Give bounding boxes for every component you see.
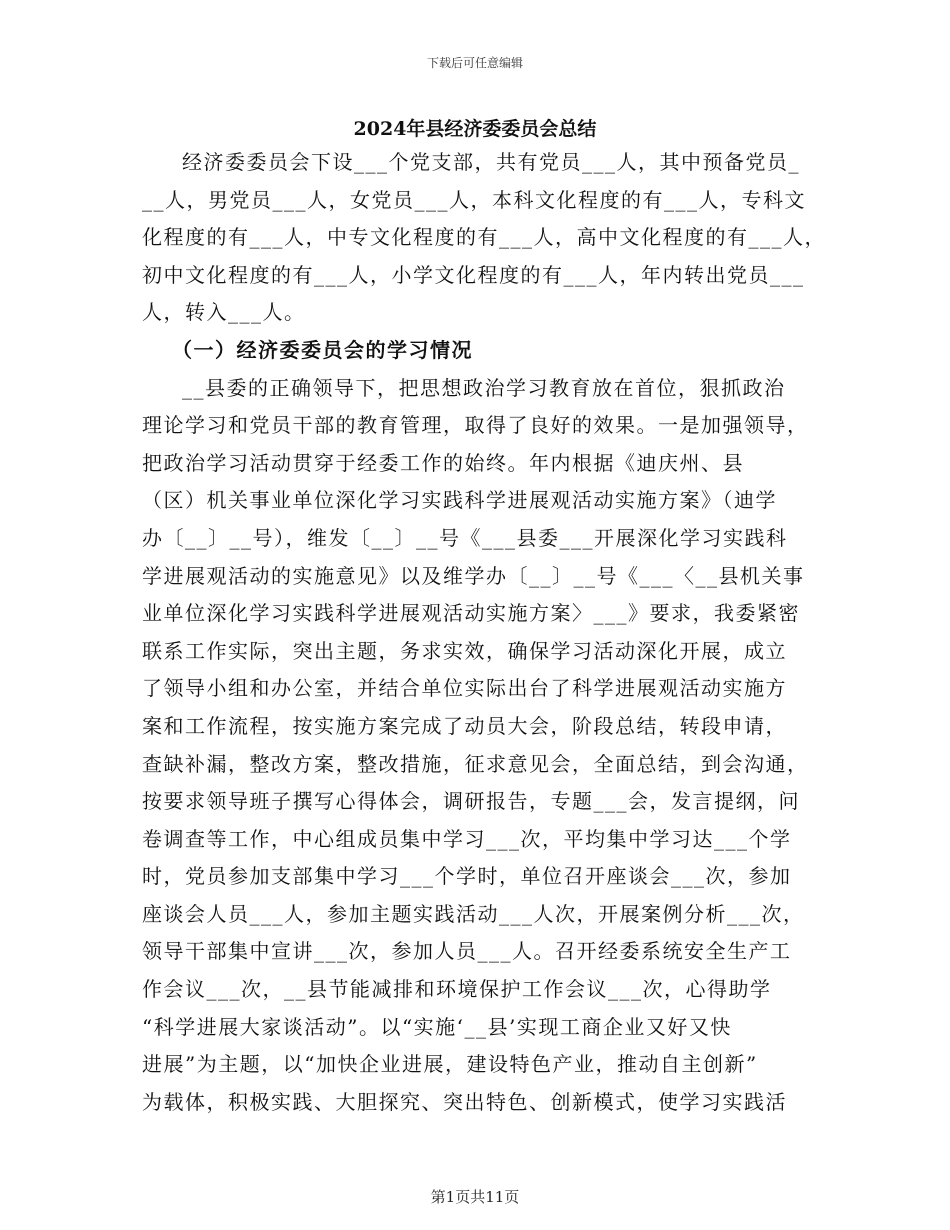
paragraph-line: 经济委委员会下设___个党支部，共有党员___人，其中预备党员_ bbox=[182, 150, 800, 174]
document-body bbox=[142, 144, 826, 1121]
paragraph-line: 初中文化程度的有___人，小学文化程度的有___人，年内转出党员___ bbox=[142, 262, 805, 287]
paragraph-line: 了领导小组和办公室，并结合单位实际出台了科学进展观活动实施方 bbox=[142, 676, 787, 701]
paragraph-line: 卷调查等工作，中心组成员集中学习___次，平均集中学习达___个学 bbox=[142, 826, 792, 851]
paragraph-line: 进展”为主题，以“加快企业进展，建设特色产业，推动自主创新” bbox=[142, 1052, 758, 1077]
paragraph-line: 领导干部集中宣讲___次，参加人员___人。召开经委系统安全生产工 bbox=[142, 939, 792, 964]
paragraph-line: 把政治学习活动贯穿于经委工作的始终。年内根据《迪庆州、县 bbox=[142, 450, 744, 475]
paragraph-line: 理论学习和党员干部的教育管理，取得了良好的效果。一是加强领导， bbox=[142, 413, 809, 438]
paragraph-line: 办〔__〕__号），维发〔__〕__号《___县委___开展深化学习实践科 bbox=[142, 525, 788, 550]
paragraph-line: 查缺补漏，整改方案，整改措施，征求意见会，全面总结，到会沟通， bbox=[142, 751, 809, 776]
paragraph-line: （区）机关事业单位深化学习实践科学进展观活动实施方案》（迪学 bbox=[142, 488, 777, 513]
paragraph-line: 联系工作实际，突出主题，务求实效，确保学习活动深化开展，成立 bbox=[142, 638, 787, 663]
paragraph-line: 学进展观活动的实施意见》以及维学办〔__〕__号《___〈__县机关事 bbox=[142, 563, 805, 588]
paragraph-line: __县委的正确领导下，把思想政治学习教育放在首位，狠抓政治 bbox=[182, 375, 786, 400]
paragraph-line: __人，男党员___人，女党员___人，本科文化程度的有___人，专科文 bbox=[142, 187, 806, 212]
paragraph-line: 作会议___次，__县节能减排和环境保护工作会议___次，心得助学 bbox=[142, 977, 772, 1002]
header-note: 下载后可任意编辑 bbox=[426, 56, 523, 70]
paragraph-line: 案和工作流程，按实施方案完成了动员大会，阶段总结，转段申请， bbox=[142, 713, 787, 738]
paragraph-line: 人，转入___人。 bbox=[142, 300, 306, 325]
paragraph-line: 时，党员参加支部集中学习___个学时，单位召开座谈会___次，参加 bbox=[142, 864, 792, 889]
paragraph-line: 按要求领导班子撰写心得体会，调研报告，专题___会，发言提纲，问 bbox=[142, 789, 800, 814]
page-number: 第1页共11页 bbox=[430, 1188, 520, 1206]
section-heading: （一）经济委委员会的学习情况 bbox=[172, 337, 473, 362]
paragraph-line: 化程度的有___人，中专文化程度的有___人，高中文化程度的有___人， bbox=[142, 225, 826, 250]
paragraph-line: 业单位深化学习实践科学进展观活动实施方案〉___》要求，我委紧密 bbox=[142, 601, 800, 626]
paragraph-line: 为载体，积极实践、大胆探究、突出特色、创新模式，使学习实践活 bbox=[142, 1089, 787, 1114]
paragraph-line: “科学进展大家谈活动”。以“实施‘__县’实现工商企业又好又快 bbox=[142, 1014, 732, 1039]
paragraph-line: 座谈会人员___人，参加主题实践活动___人次，开展案例分析___次， bbox=[142, 901, 805, 926]
document-title: 2024年县经济委委员会总结 bbox=[353, 118, 597, 140]
